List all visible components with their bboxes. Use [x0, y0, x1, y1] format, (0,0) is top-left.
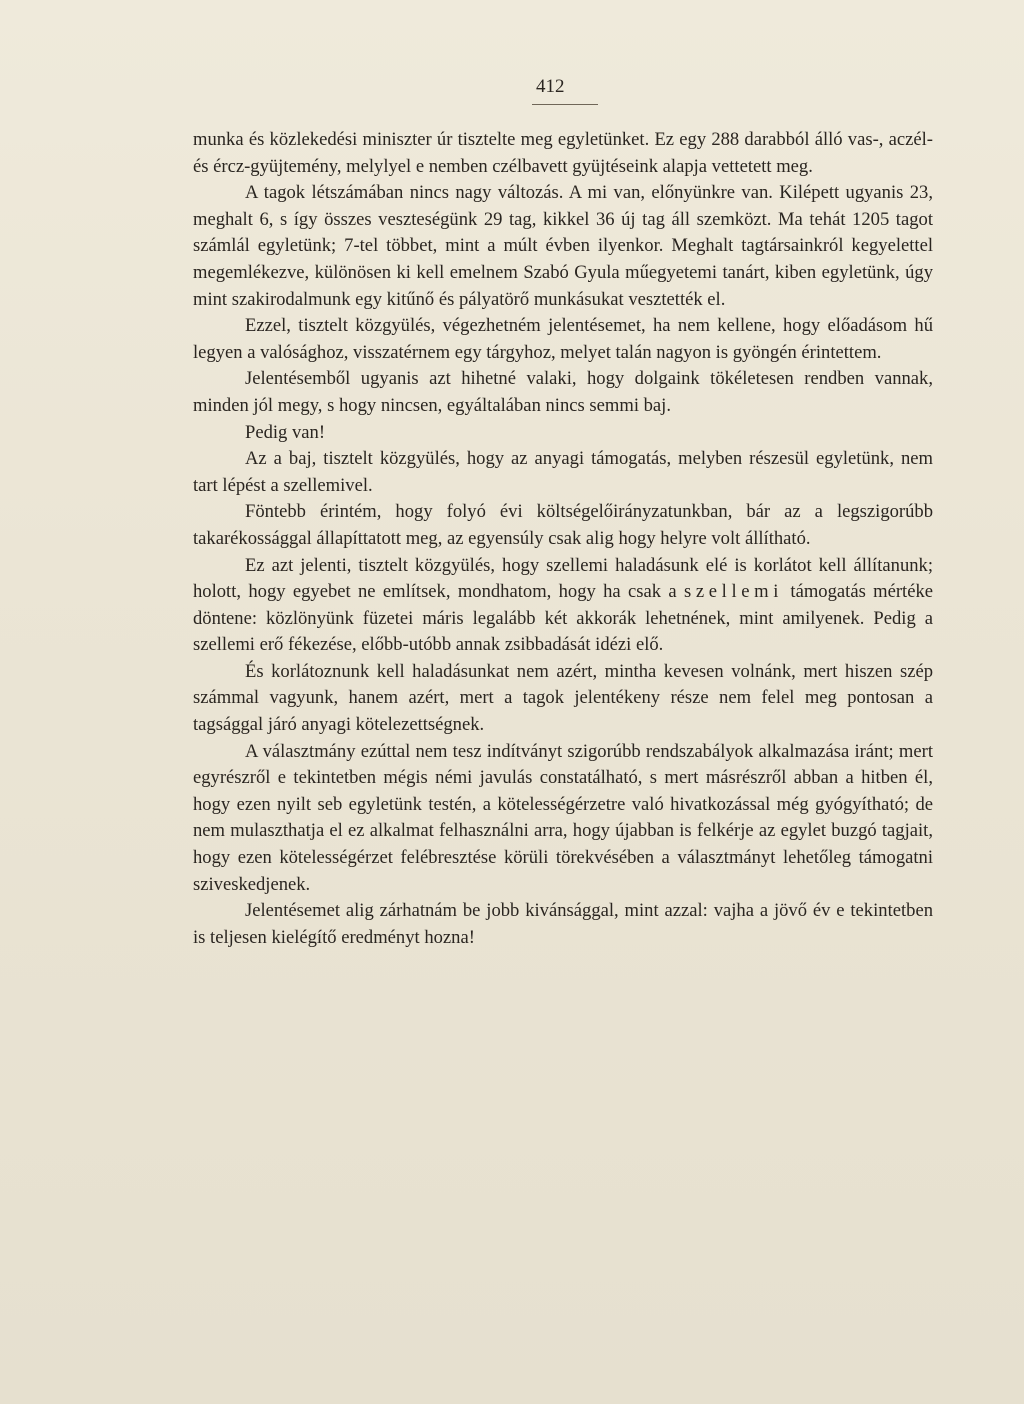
emphasized-word: szellemi — [683, 581, 784, 603]
paragraph-8-continuation: támogatás mértéke döntene: közlönyünk füzetei máris legalább két akkorák lehetnének, mint amilyenek. Pedig a szellemi erő fékezése, előbb-utóbb annak zsibbadását idézi elő. — [193, 581, 933, 656]
page-number: 412 — [532, 76, 598, 105]
paragraph-10: A választmány ezúttal nem tesz indítványt szigorúbb rendszabályok alkalmazása iránt; mert egyrészről e tekintetben mégis némi javulás constatálható, s mert másrészről abban a hitben él, hogy ezen nyilt seb egyletünk testén, a kötelességérzetre való hivatkozással még gyógyítható; de nem mulaszthatja el ez alkalmat felhasználni arra, hogy újabban is felkérje az egylet buzgó tagjait, hogy ezen kötelességérzet felébresztése körüli törekvésében a választmányt lehetőleg támogatni sziveskedjenek. — [193, 740, 933, 895]
paragraph-4: Jelentésemből ugyanis azt hihetné valaki, hogy dolgaink tökéletesen rendben vannak, minden jól megy, s hogy nincsen, egyáltalában nincs semmi baj. — [193, 368, 933, 416]
paragraph-11: Jelentésemet alig zárhatnám be jobb kivánsággal, mint azzal: vajha a jövő év e tekintetben is teljesen kielégítő eredményt hozna! — [193, 900, 933, 948]
paragraph-6: Az a baj, tisztelt közgyülés, hogy az anyagi támogatás, melyben részesül egyletünk, nem tart lépést a szellemivel. — [193, 448, 933, 496]
paragraph-1: munka és közlekedési miniszter úr tisztelte meg egyletünket. Ez egy 288 darabból álló vas-, aczél- és ércz-gyüjtemény, melylyel e nemben czélbavett gyüjtéseink alapja vettetett meg. — [193, 129, 933, 177]
paragraph-8-text: Ez azt jelenti, tisztelt közgyülés, hogy szellemi haladásunk elé is korlátot kell állítanunk; holott, hogy egyebet ne említsek, mondhatom, hogy ha csak a — [193, 554, 933, 603]
paragraph-3: Ezzel, tisztelt közgyülés, végezhetném jelentésemet, ha nem kellene, hogy előadásom hű legyen a valósághoz, visszatérnem egy tárgyhoz, melyet talán nagyon is gyöngén érintettem. — [193, 315, 933, 363]
paragraph-2: A tagok létszámában nincs nagy változás. A mi van, előnyünkre van. Kilépett ugyanis 23, meghalt 6, s így összes veszteségünk 29 tag, kikkel 36 új tag áll szemközt. Ma tehát 1205 tagot számlál egyletünk; 7-tel többet, mint a múlt évben ilyenkor. Meghalt tagtársainkról kegyelettel megemlékezve, különösen ki kell emelnem Szabó Gyula műegyetemi tanárt, kiben egyletünk, úgy mint szakirodalmunk egy kitűnő és pályatörő munkásukat vesztették el. — [193, 182, 933, 310]
paragraph-7: Föntebb érintém, hogy folyó évi költségelőirányzatunkban, bár az a legszigorúbb takarékossággal állapíttatott meg, az egyensúly csak alig hogy helyre volt állítható. — [193, 501, 933, 549]
paragraph-9: És korlátoznunk kell haladásunkat nem azért, mintha kevesen volnánk, mert hiszen szép számmal vagyunk, hanem azért, mert a tagok jelentékeny része nem felel meg pontosan a tagsággal járó anyagi kötelezettségnek. — [193, 660, 933, 736]
paragraph-5: Pedig van! — [245, 421, 326, 443]
paragraph-8 — [193, 553, 933, 659]
body-text — [193, 127, 933, 951]
